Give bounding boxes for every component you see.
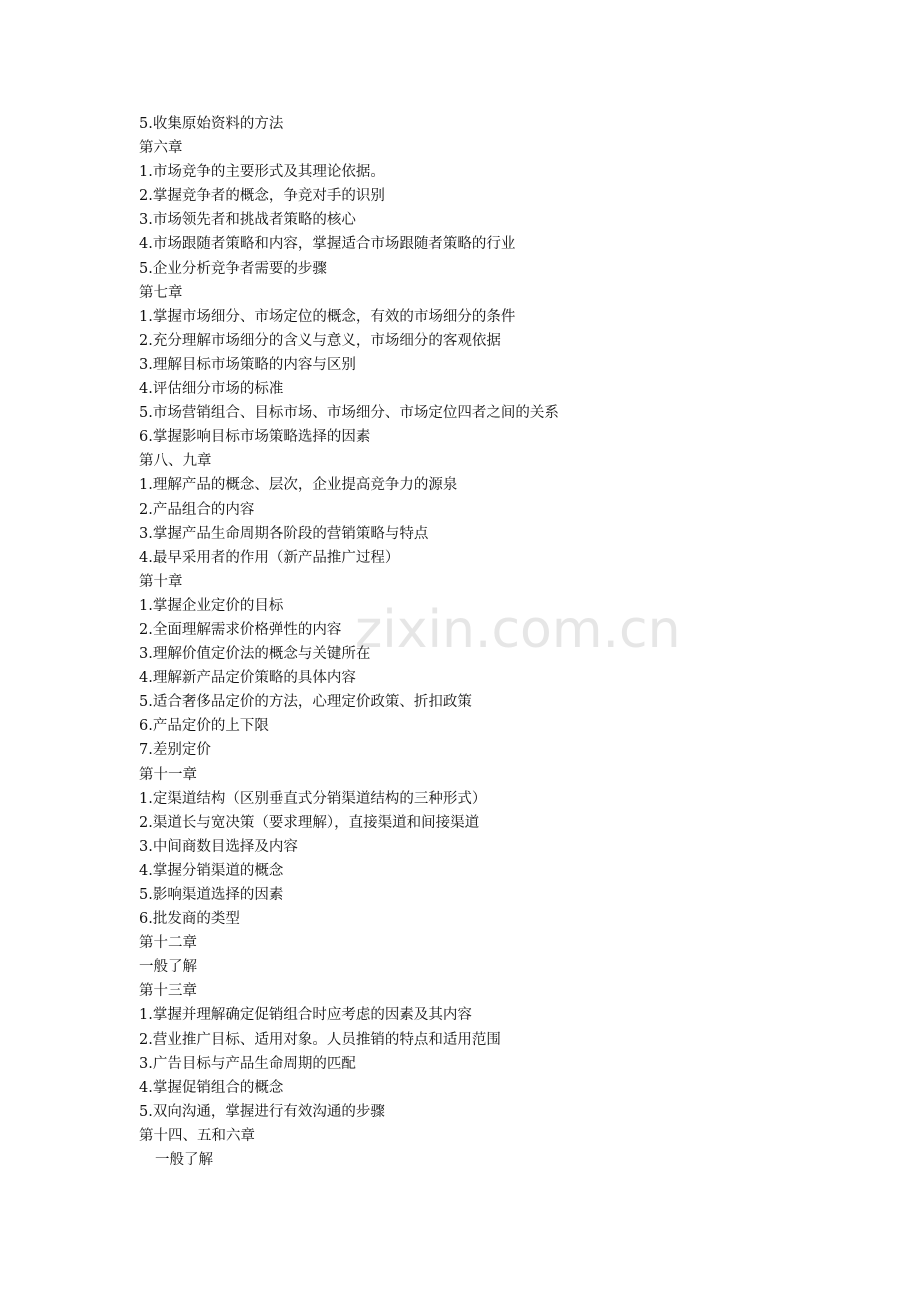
text-line: 4.评估细分市场的标准 [139,381,284,398]
text-line: 一般了解 [139,959,197,976]
text-line: 1.理解产品的概念、层次，企业提高竞争力的源泉 [139,477,458,494]
text-line: 6.批发商的类型 [139,911,240,928]
text-line: 2.渠道长与宽决策（要求理解），直接渠道和间接渠道 [139,814,480,831]
text-line: 1.定渠道结构（区别垂直式分销渠道结构的三种形式） [139,790,487,807]
text-line: 2.营业推广目标、适用对象。人员推销的特点和适用范围 [139,1031,501,1048]
text-line: 4.掌握促销组合的概念 [139,1079,284,1096]
text-line: 6.产品定价的上下限 [139,718,269,735]
chapter-heading: 第七章 [139,284,183,301]
chapter-heading: 第十一章 [139,766,197,783]
text-line: 3.掌握产品生命周期各阶段的营销策略与特点 [139,525,429,542]
document-body [139,112,839,1172]
text-line: 2.充分理解市场细分的含义与意义，市场细分的客观依据 [139,332,501,349]
text-line: 1.掌握市场细分、市场定位的概念，有效的市场细分的条件 [139,308,516,325]
text-line: 3.理解价值定价法的概念与关键所在 [139,646,371,663]
text-line: 3.广告目标与产品生命周期的匹配 [139,1055,356,1072]
chapter-heading: 第六章 [139,140,183,157]
text-line: 5.收集原始资料的方法 [139,116,284,132]
chapter-heading: 第十二章 [139,935,197,952]
chapter-heading: 第十章 [139,573,183,590]
text-line: 1.掌握并理解确定促销组合时应考虑的因素及其内容 [139,1007,472,1024]
text-line: 1.市场竞争的主要形式及其理论依据。 [139,164,385,181]
text-line: 1.掌握企业定价的目标 [139,597,284,614]
text-line: 2.全面理解需求价格弹性的内容 [139,621,342,638]
text-line: 5.影响渠道选择的因素 [139,887,284,903]
text-line: 4.市场跟随者策略和内容，掌握适合市场跟随者策略的行业 [139,236,516,253]
chapter-heading: 第八、九章 [139,453,212,470]
text-line: 3.理解目标市场策略的内容与区别 [139,356,356,373]
watermark: zixin.com.cn [355,600,681,660]
text-line: 一般了解 [155,1152,213,1169]
text-line: 5.市场营销组合、目标市场、市场细分、市场定位四者之间的关系 [139,405,559,422]
chapter-heading: 第十三章 [139,983,197,1000]
text-line: 5.适合奢侈品定价的方法，心理定价政策、折扣政策 [139,694,472,711]
text-line: 3.市场领先者和挑战者策略的核心 [139,212,356,229]
text-line: 3.中间商数目选择及内容 [139,838,298,855]
text-line: 6.掌握影响目标市场策略选择的因素 [139,429,371,446]
text-line: 2.产品组合的内容 [139,501,255,518]
text-line: 7.差别定价 [139,742,211,759]
text-line: 4.理解新产品定价策略的具体内容 [139,670,356,687]
text-line: 5.企业分析竞争者需要的步骤 [139,260,327,277]
text-line: 4.最早采用者的作用（新产品推广过程） [139,549,400,566]
text-line: 5.双向沟通，掌握进行有效沟通的步骤 [139,1103,385,1120]
text-line: 2.掌握竞争者的概念，争竞对手的识别 [139,188,385,205]
chapter-heading: 第十四、五和六章 [139,1127,255,1144]
text-line: 4.掌握分销渠道的概念 [139,862,284,879]
